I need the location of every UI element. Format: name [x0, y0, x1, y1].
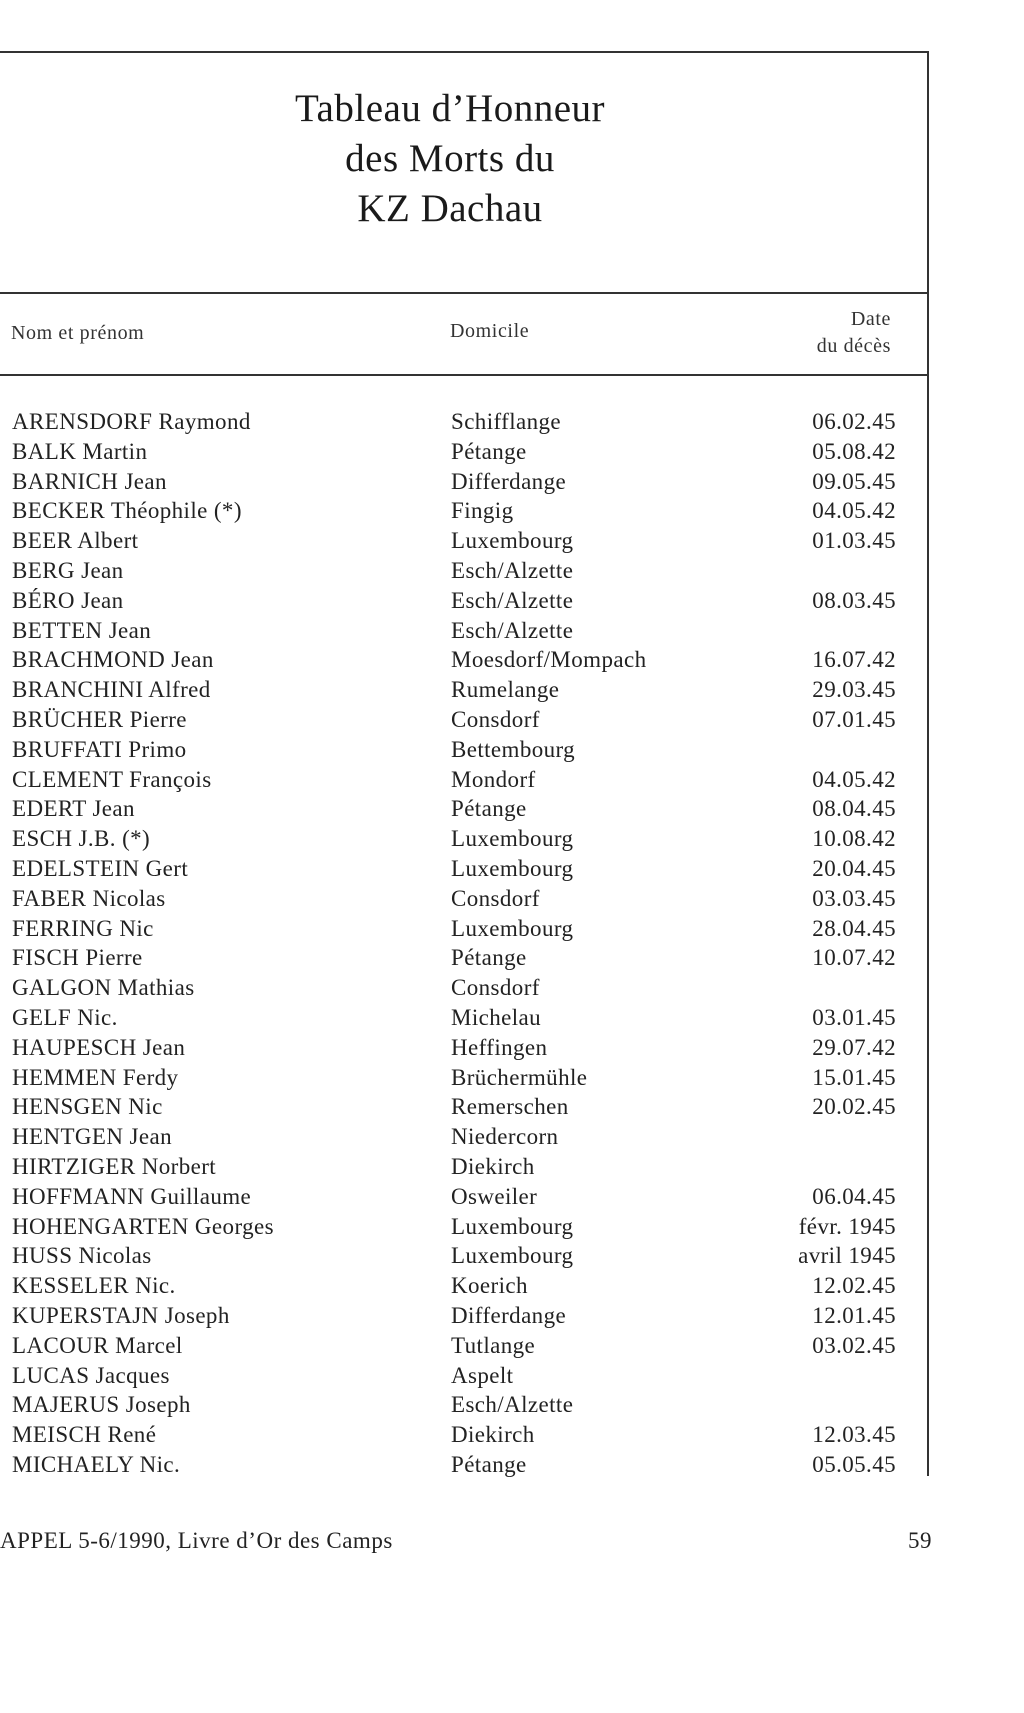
right-rule-top	[927, 51, 929, 294]
row-domicile: Luxembourg	[451, 1213, 574, 1239]
row-domicile: Luxembourg	[451, 855, 574, 881]
table-row	[0, 1092, 928, 1122]
row-domicile: Niedercorn	[451, 1124, 559, 1150]
column-header-name: Nom et prénom	[11, 322, 145, 344]
title-line-3: KZ Dachau	[357, 187, 543, 230]
row-name: ARENSDORF Raymond	[12, 409, 251, 434]
table-row	[0, 1003, 928, 1033]
row-domicile: Diekirch	[451, 1422, 535, 1448]
row-name: FABER Nicolas	[12, 885, 166, 911]
page-number: 59	[908, 1528, 932, 1553]
row-domicile: Luxembourg	[451, 826, 574, 852]
row-date: 07.01.45	[812, 706, 896, 732]
table-row	[0, 437, 928, 467]
row-domicile: Michelau	[451, 1004, 542, 1030]
table-row	[0, 824, 928, 854]
row-date: 20.02.45	[812, 1094, 896, 1120]
table-row	[0, 645, 928, 675]
row-name: HENTGEN Jean	[12, 1124, 173, 1150]
table-row	[0, 884, 928, 914]
row-domicile: Esch/Alzette	[451, 557, 574, 583]
row-name: BARNICH Jean	[12, 468, 167, 494]
row-domicile: Luxembourg	[451, 528, 574, 554]
table-row	[0, 1331, 928, 1361]
row-name: HEMMEN Ferdy	[12, 1064, 179, 1090]
row-name: FISCH Pierre	[12, 945, 143, 971]
row-domicile: Diekirch	[451, 1153, 535, 1179]
row-name: BÉRO Jean	[12, 587, 124, 613]
row-date: 08.04.45	[812, 796, 896, 822]
row-name: HAUPESCH Jean	[12, 1034, 186, 1060]
row-name: EDELSTEIN Gert	[12, 855, 189, 881]
table-row	[0, 973, 928, 1003]
table-row	[0, 1152, 928, 1182]
row-date: 10.07.42	[812, 945, 896, 971]
row-name: KUPERSTAJN Joseph	[12, 1302, 230, 1328]
row-name: CLEMENT François	[12, 766, 212, 792]
date-header-line-1: Date	[850, 308, 891, 330]
row-domicile: Consdorf	[451, 706, 540, 732]
row-domicile: Moesdorf/Mompach	[451, 647, 647, 673]
row-domicile: Bettembourg	[451, 736, 576, 762]
row-domicile: Fingig	[451, 498, 514, 524]
row-name: BRACHMOND Jean	[12, 647, 214, 673]
row-date: 01.03.45	[812, 528, 896, 554]
row-domicile: Esch/Alzette	[451, 587, 574, 613]
table-row	[0, 735, 928, 765]
row-domicile: Esch/Alzette	[451, 617, 574, 643]
row-domicile: Esch/Alzette	[451, 1392, 574, 1418]
row-name: BETTEN Jean	[12, 617, 152, 643]
table-row	[0, 1361, 928, 1391]
row-name: BRANCHINI Alfred	[12, 677, 211, 703]
row-date: 03.03.45	[812, 885, 896, 911]
row-name: BALK Martin	[12, 438, 148, 464]
table-row	[0, 1063, 928, 1093]
row-name: KESSELER Nic.	[12, 1273, 176, 1299]
page-title	[0, 84, 900, 234]
row-domicile: Differdange	[451, 1302, 567, 1328]
row-date: 15.01.45	[812, 1064, 896, 1090]
row-name: EDERT Jean	[12, 796, 135, 822]
row-date: 28.04.45	[812, 915, 896, 941]
row-domicile: Pétange	[451, 1451, 527, 1477]
column-header-domicile: Domicile	[450, 320, 530, 342]
row-domicile: Mondorf	[451, 766, 536, 792]
table-row	[0, 705, 928, 735]
row-date: 12.01.45	[812, 1302, 896, 1328]
table-row	[0, 914, 928, 944]
row-domicile: Schifflange	[451, 409, 562, 434]
row-domicile: Tutlange	[451, 1332, 536, 1358]
table-row	[0, 943, 928, 973]
row-date: 05.08.42	[812, 438, 896, 464]
date-header-line-2: du décès	[816, 335, 891, 357]
row-name: MEISCH René	[12, 1422, 157, 1448]
table-row	[0, 854, 928, 884]
table-row	[0, 1033, 928, 1063]
row-date: 04.05.42	[812, 766, 896, 792]
table-row	[0, 675, 928, 705]
row-date: févr. 1945	[798, 1213, 896, 1239]
row-domicile: Luxembourg	[451, 915, 574, 941]
title-line-1: Tableau d’Honneur	[294, 87, 606, 130]
header-bottom-rule	[0, 374, 929, 376]
title-line-2: des Morts du	[345, 137, 555, 180]
table-row	[0, 1301, 928, 1331]
table-row	[0, 616, 928, 646]
row-date: 04.05.42	[812, 498, 896, 524]
row-domicile: Remerschen	[451, 1094, 569, 1120]
row-date: 12.02.45	[812, 1273, 896, 1299]
row-name: BEER Albert	[12, 528, 139, 554]
row-domicile: Luxembourg	[451, 1243, 574, 1269]
row-name: FERRING Nic	[12, 915, 154, 941]
row-name: BERG Jean	[12, 557, 124, 583]
row-name: MICHAELY Nic.	[12, 1451, 181, 1477]
row-domicile: Heffingen	[451, 1034, 548, 1060]
row-name: HOFFMANN Guillaume	[12, 1183, 252, 1209]
table-row	[0, 1390, 928, 1420]
row-name: LACOUR Marcel	[12, 1332, 183, 1358]
row-date: avril 1945	[798, 1243, 896, 1269]
table-row	[0, 794, 928, 824]
row-date: 06.02.45	[812, 409, 896, 434]
row-date: 08.03.45	[812, 587, 896, 613]
table-row	[0, 586, 928, 616]
row-domicile: Osweiler	[451, 1183, 538, 1209]
row-date: 20.04.45	[812, 855, 896, 881]
row-name: HENSGEN Nic	[12, 1094, 163, 1120]
row-date: 03.02.45	[812, 1332, 896, 1358]
row-domicile: Differdange	[451, 468, 567, 494]
table-row	[0, 1271, 928, 1301]
row-domicile: Rumelange	[451, 677, 560, 703]
row-domicile: Pétange	[451, 796, 527, 822]
row-date: 06.04.45	[812, 1183, 896, 1209]
header-top-rule	[0, 292, 929, 294]
row-name: MAJERUS Joseph	[12, 1392, 191, 1418]
row-name: GALGON Mathias	[12, 975, 195, 1001]
row-name: HOHENGARTEN Georges	[12, 1213, 274, 1239]
table-row	[0, 1182, 928, 1212]
row-name: BRÜCHER Pierre	[12, 706, 187, 732]
table-row	[0, 496, 928, 526]
row-domicile: Consdorf	[451, 885, 540, 911]
table-row	[0, 526, 928, 556]
row-domicile: Consdorf	[451, 975, 540, 1001]
row-date: 05.05.45	[812, 1451, 896, 1477]
row-name: HIRTZIGER Norbert	[12, 1153, 217, 1179]
table-row	[0, 467, 928, 497]
row-date: 12.03.45	[812, 1422, 896, 1448]
row-date: 29.07.42	[812, 1034, 896, 1060]
table-row	[0, 1122, 928, 1152]
table-row	[0, 765, 928, 795]
table-row	[0, 1420, 928, 1450]
footer-source: APPEL 5-6/1990, Livre d’Or des Camps	[0, 1528, 393, 1553]
row-domicile: Koerich	[451, 1273, 528, 1299]
row-name: LUCAS Jacques	[12, 1362, 170, 1388]
row-name: GELF Nic.	[12, 1004, 118, 1030]
table-row	[0, 1241, 928, 1271]
table-row	[0, 1450, 928, 1480]
row-date: 10.08.42	[812, 826, 896, 852]
table-row	[0, 1212, 928, 1242]
row-domicile: Pétange	[451, 945, 527, 971]
row-name: BRUFFATI Primo	[12, 736, 187, 762]
row-date: 09.05.45	[812, 468, 896, 494]
row-name: BECKER Théophile (*)	[12, 498, 242, 524]
row-date: 03.01.45	[812, 1004, 896, 1030]
column-header-date	[817, 306, 891, 360]
row-date: 16.07.42	[812, 647, 896, 673]
top-rule	[0, 51, 929, 53]
table-row	[0, 407, 928, 437]
row-name: HUSS Nicolas	[12, 1243, 152, 1269]
row-domicile: Aspelt	[451, 1362, 514, 1388]
table-row	[0, 556, 928, 586]
honour-roll-table	[0, 407, 928, 1480]
row-domicile: Pétange	[451, 438, 527, 464]
row-date: 29.03.45	[812, 677, 896, 703]
row-name: ESCH J.B. (*)	[12, 826, 151, 852]
row-domicile: Brüchermühle	[451, 1064, 588, 1090]
